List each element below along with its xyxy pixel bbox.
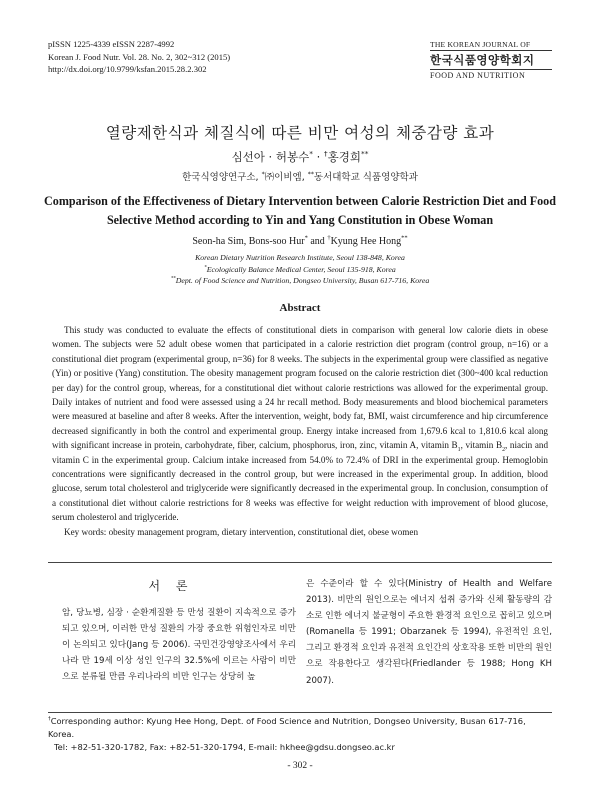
affiliations-korean [0,169,600,183]
intro-column-left [62,605,296,685]
corresponding-mark: † [327,234,331,242]
abstract-subscript-2: 2 [502,447,506,454]
abstract-text-2: , vitamin B [460,440,503,451]
abstract-heading: Abstract [279,302,321,314]
intro-paragraph-right: 은 수준이라 할 수 있다(Ministry of Health and Welfare 2013). 비만의 원인으로는 에너지 섭취 증가와 신체 활동량의 감소로 인한 에너지 불균형이 주요한 환경적 요인으로 꼽히고 있으며(Romanella 등 1991; Obarzanek 등 1994), 유전적인 요인, 그리고 환경적 요인과 유전적 요인간의 상호작용 또한 비만의 원인으로 작용한다고 생각된다(Friedlander 등 1988; Hong KH 2007). [306,579,552,686]
journal-name-en-bottom: FOOD AND NUTRITION [430,69,552,80]
issn: pISSN 1225-4339 eISSN 2287-4992 [48,39,175,49]
affiliation-2 [0,264,600,276]
affiliation-2-mark: * [204,263,207,270]
footnote-line-2: Tel: +82-51-320-1782, Fax: +82-51-320-1794, E-mail: hkhee@gdsu.dongseo.ac.kr [54,742,395,752]
affiliation-3-mark: ** [307,170,314,178]
intro-paragraph-left: 암, 당뇨병, 심장 · 순환계질환 등 만성 질환이 지속적으로 증가되고 있으며, 이러한 만성 질환의 가장 중요한 위험인자로 비만이 논의되고 있다(Jang 등 2006). 국민건강영양조사에서 우리나라 만 19세 이상 성인 인구의 32.5%에 이르는 사람이 비만으로 분류될 만큼 우리나라의 비만 인구는 상당히 높 [62,608,296,683]
affiliation-3-text: Dept. of Food Science and Nutrition, Dongseo University, Busan 617-716, Korea [175,276,430,285]
affiliation-3-mark: ** [170,275,176,282]
abstract-paragraph [52,323,548,525]
affiliation-2-mark: * [261,170,265,178]
affiliation-1: Korean Dietary Nutrition Research Institute, Seoul 138-848, Korea [195,253,405,262]
author-2: 허봉수 [275,150,310,164]
footnote [48,715,552,754]
keywords: Key words: obesity management program, dietary intervention, constitutional diet, obese women [64,527,419,537]
journal-logo [430,40,552,80]
title-korean: 열량제한식과 체질식에 따른 비만 여성의 체중감량 효과 [105,124,495,142]
page-number: - 302 - [287,761,313,771]
authors-english [0,236,600,247]
footnote-mark: † [48,716,51,723]
citation: Korean J. Food Nutr. Vol. 28. No. 2, 302~312 (2015) [48,51,231,62]
section-heading-introduction: 서 론 [148,579,194,593]
title-english: Comparison of the Effectiveness of Dietary Intervention between Calorie Restriction Diet and Food Selective Method according to Yin and Yang Constitution in Obese Woman [44,194,556,227]
intro-column-right [306,576,552,689]
authors-1-2: Seon-ha Sim, Bons-soo Hur [192,236,305,247]
abstract-body [52,323,548,525]
affiliation-1: 한국식영양연구소, [182,172,262,183]
journal-name-ko: 한국식품영양학회지 [430,53,535,67]
section-divider [48,562,552,563]
author-3: Kyung Hee Hong [330,236,402,247]
authors-korean [0,149,600,165]
footnote-divider [48,712,552,713]
affiliation-2-text: Ecologically Balance Medical Center, Seoul 135-918, Korea [206,264,396,274]
corresponding-author: Corresponding author: Kyung Hee Hong, Dept. of Food Science and Nutrition, Dongseo University, Busan 617-716, Korea. [48,716,526,739]
author-3-mark: ** [360,149,369,159]
author-separator: · [312,150,324,164]
author-3: 홍경희 [327,150,361,164]
abstract-text-3: , niacin and vitamin C in the experimental group. Calcium intake increased from 54.0% to 72.4% of DRI in the experimental group. Hemoglobin concentrations were significantly decreased in the control group, but were increased in the experimental group. In addition, blood glucose, serum total cholesterol and triglyceride were significantly decreased in the experimental group. In conclusion, consumption of a constitutional diet without calorie restrictions for 8 weeks was effective for weight reduction with improvement of blood glucose, serum cholesterol and triglyceride. [52,440,549,523]
author-2-mark: * [304,234,308,242]
affiliations-english [0,252,600,287]
affiliation-3 [0,275,600,287]
abstract-text-1: This study was conducted to evaluate the effects of constitutional diets in comparison with general low calorie diets in obese women. The subjects were 52 adult obese women that participated in a calorie restriction diet program (control group, n=16) or a constitutional diet program (experimental group, n=36) for 8 weeks. The subjects in the experimental group were classified as negative (Yin) or positive (Yang) constitution. The obesity management program focused on the calorie restriction diet (300~400 kcal reduction per day) for the control group, whereas, for a constitutional diet without calorie restrictions was allowed for the experimental group. Daily intakes of nutrient and food were assessed using a 24 hr recall method. Body measurements and blood biochemical parameters were measured at baseline and after 8 weeks. After the intervention, weight, body fat, BMI, waist circumference and hip circumference decreased significantly in both the control and experimental group. Energy intake increased from 1,679.6 kcal to 1,810.6 kcal along with significant increase in protein, carbohydrate, fiber, calcium, phosphorus, iron, zinc, vitamin A, vitamin B [52,325,548,451]
journal-name-en-top: THE KOREAN JOURNAL OF [430,40,552,51]
affiliation-2: ㈜이비엠, [264,172,308,183]
footnote-line-1 [48,715,552,741]
affiliation-3: 동서대학교 식품영양학과 [313,172,418,183]
abstract-subscript-1: 1 [457,447,461,454]
article-meta [48,38,230,76]
author-3-mark: ** [401,234,408,242]
author-conjunction: and [307,236,328,247]
doi-link[interactable]: http://dx.doi.org/10.9799/ksfan.2015.28.2.302 [48,64,207,74]
author-1: 심선아 [231,150,265,164]
author-separator: · [264,150,276,164]
corresponding-mark: † [323,149,328,159]
author-2-mark: * [309,149,313,159]
